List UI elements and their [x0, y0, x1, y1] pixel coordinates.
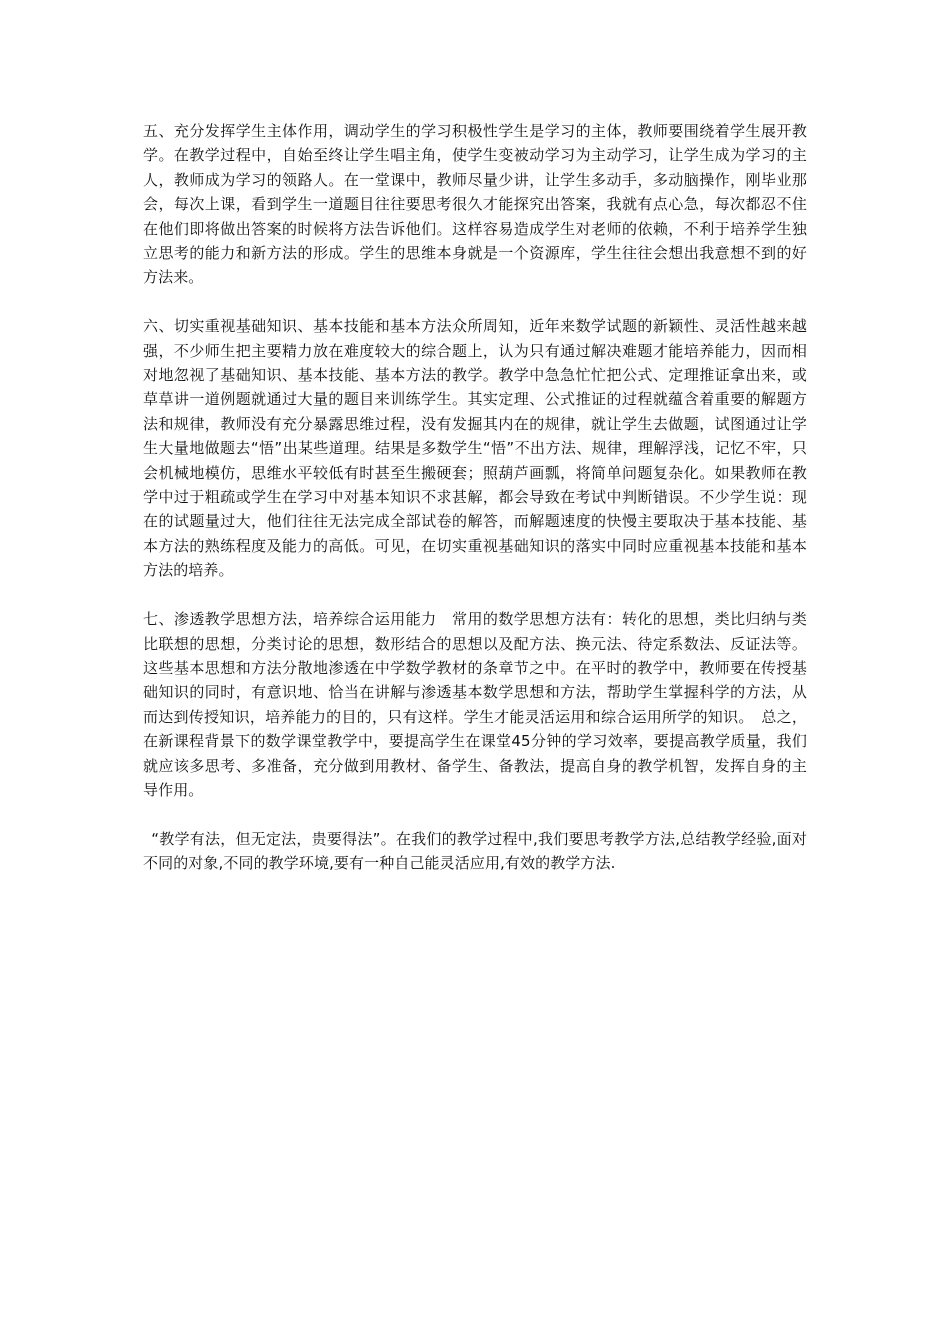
paragraph-closing-quote: “教学有法，但无定法，贵要得法”。在我们的教学过程中,我们要思考教学方法,总结教学经验,面对不同的对象,不同的教学环境,要有一种自己能灵活应用,有效的教学方法. [143, 829, 807, 873]
paragraph-section-six: 六、切实重视基础知识、基本技能和基本方法众所周知，近年来数学试题的新颖性、灵活性越来越强，不少师生把主要精力放在难度较大的综合题上，认为只有通过解决难题才能培养能力，因而相对地忽视了基础知识、基本技能、基本方法的教学。教学中急急忙忙把公式、定理推证拿出来，或草草讲一道例题就通过大量的题目来训练学生。其实定理、公式推证的过程就蕴含着重要的解题方法和规律，教师没有充分暴露思维过程，没有发掘其内在的规律，就让学生去做题，试图通过让学生大量地做题去“悟”出某些道理。结果是多数学生“悟”不出方法、规律，理解浮浅，记忆不牢，只会机械地模仿，思维水平较低有时甚至生搬硬套；照葫芦画瓢，将简单问题复杂化。如果教师在教学中过于粗疏或学生在学习中对基本知识不求甚解，都会导致在考试中判断错误。不少学生说：现在的试题量过大，他们往往无法完成全部试卷的解答，而解题速度的快慢主要取决于基本技能、基本方法的熟练程度及能力的高低。可见，在切实重视基础知识的落实中同时应重视基本技能和基本方法的培养。 [143, 317, 807, 580]
paragraph-section-seven: 七、渗透教学思想方法，培养综合运用能力 常用的数学思想方法有：转化的思想，类比归纳与类比联想的思想，分类讨论的思想，数形结合的思想以及配方法、换元法、待定系数法、反证法等。这些基本思想和方法分散地渗透在中学数学教材的条章节之中。在平时的教学中，教师要在传授基础知识的同时，有意识地、恰当在讲解与渗透基本数学思想和方法，帮助学生掌握科学的方法，从而达到传授知识，培养能力的目的，只有这样。学生才能灵活运用和综合运用所学的知识。 总之，在新课程背景下的数学课堂教学中，要提高学生在课堂45分钟的学习效率，要提高教学质量，我们就应该多思考、多准备，充分做到用教材、备学生、备教法，提高自身的教学机智，发挥自身的主导作用。 [143, 610, 807, 799]
paragraph-section-five: 五、充分发挥学生主体作用，调动学生的学习积极性学生是学习的主体，教师要围绕着学生展开教学。在教学过程中，自始至终让学生唱主角，使学生变被动学习为主动学习，让学生成为学习的主人，教师成为学习的领路人。在一堂课中，教师尽量少讲，让学生多动手，多动脑操作，刚毕业那会，每次上课，看到学生一道题目往往要思考很久才能探究出答案，我就有点心急，每次都忍不住在他们即将做出答案的时候将方法告诉他们。这样容易造成学生对老师的依赖，不利于培养学生独立思考的能力和新方法的形成。学生的思维本身就是一个资源库，学生往往会想出我意想不到的好方法来。 [143, 122, 807, 287]
document-body [143, 119, 807, 900]
